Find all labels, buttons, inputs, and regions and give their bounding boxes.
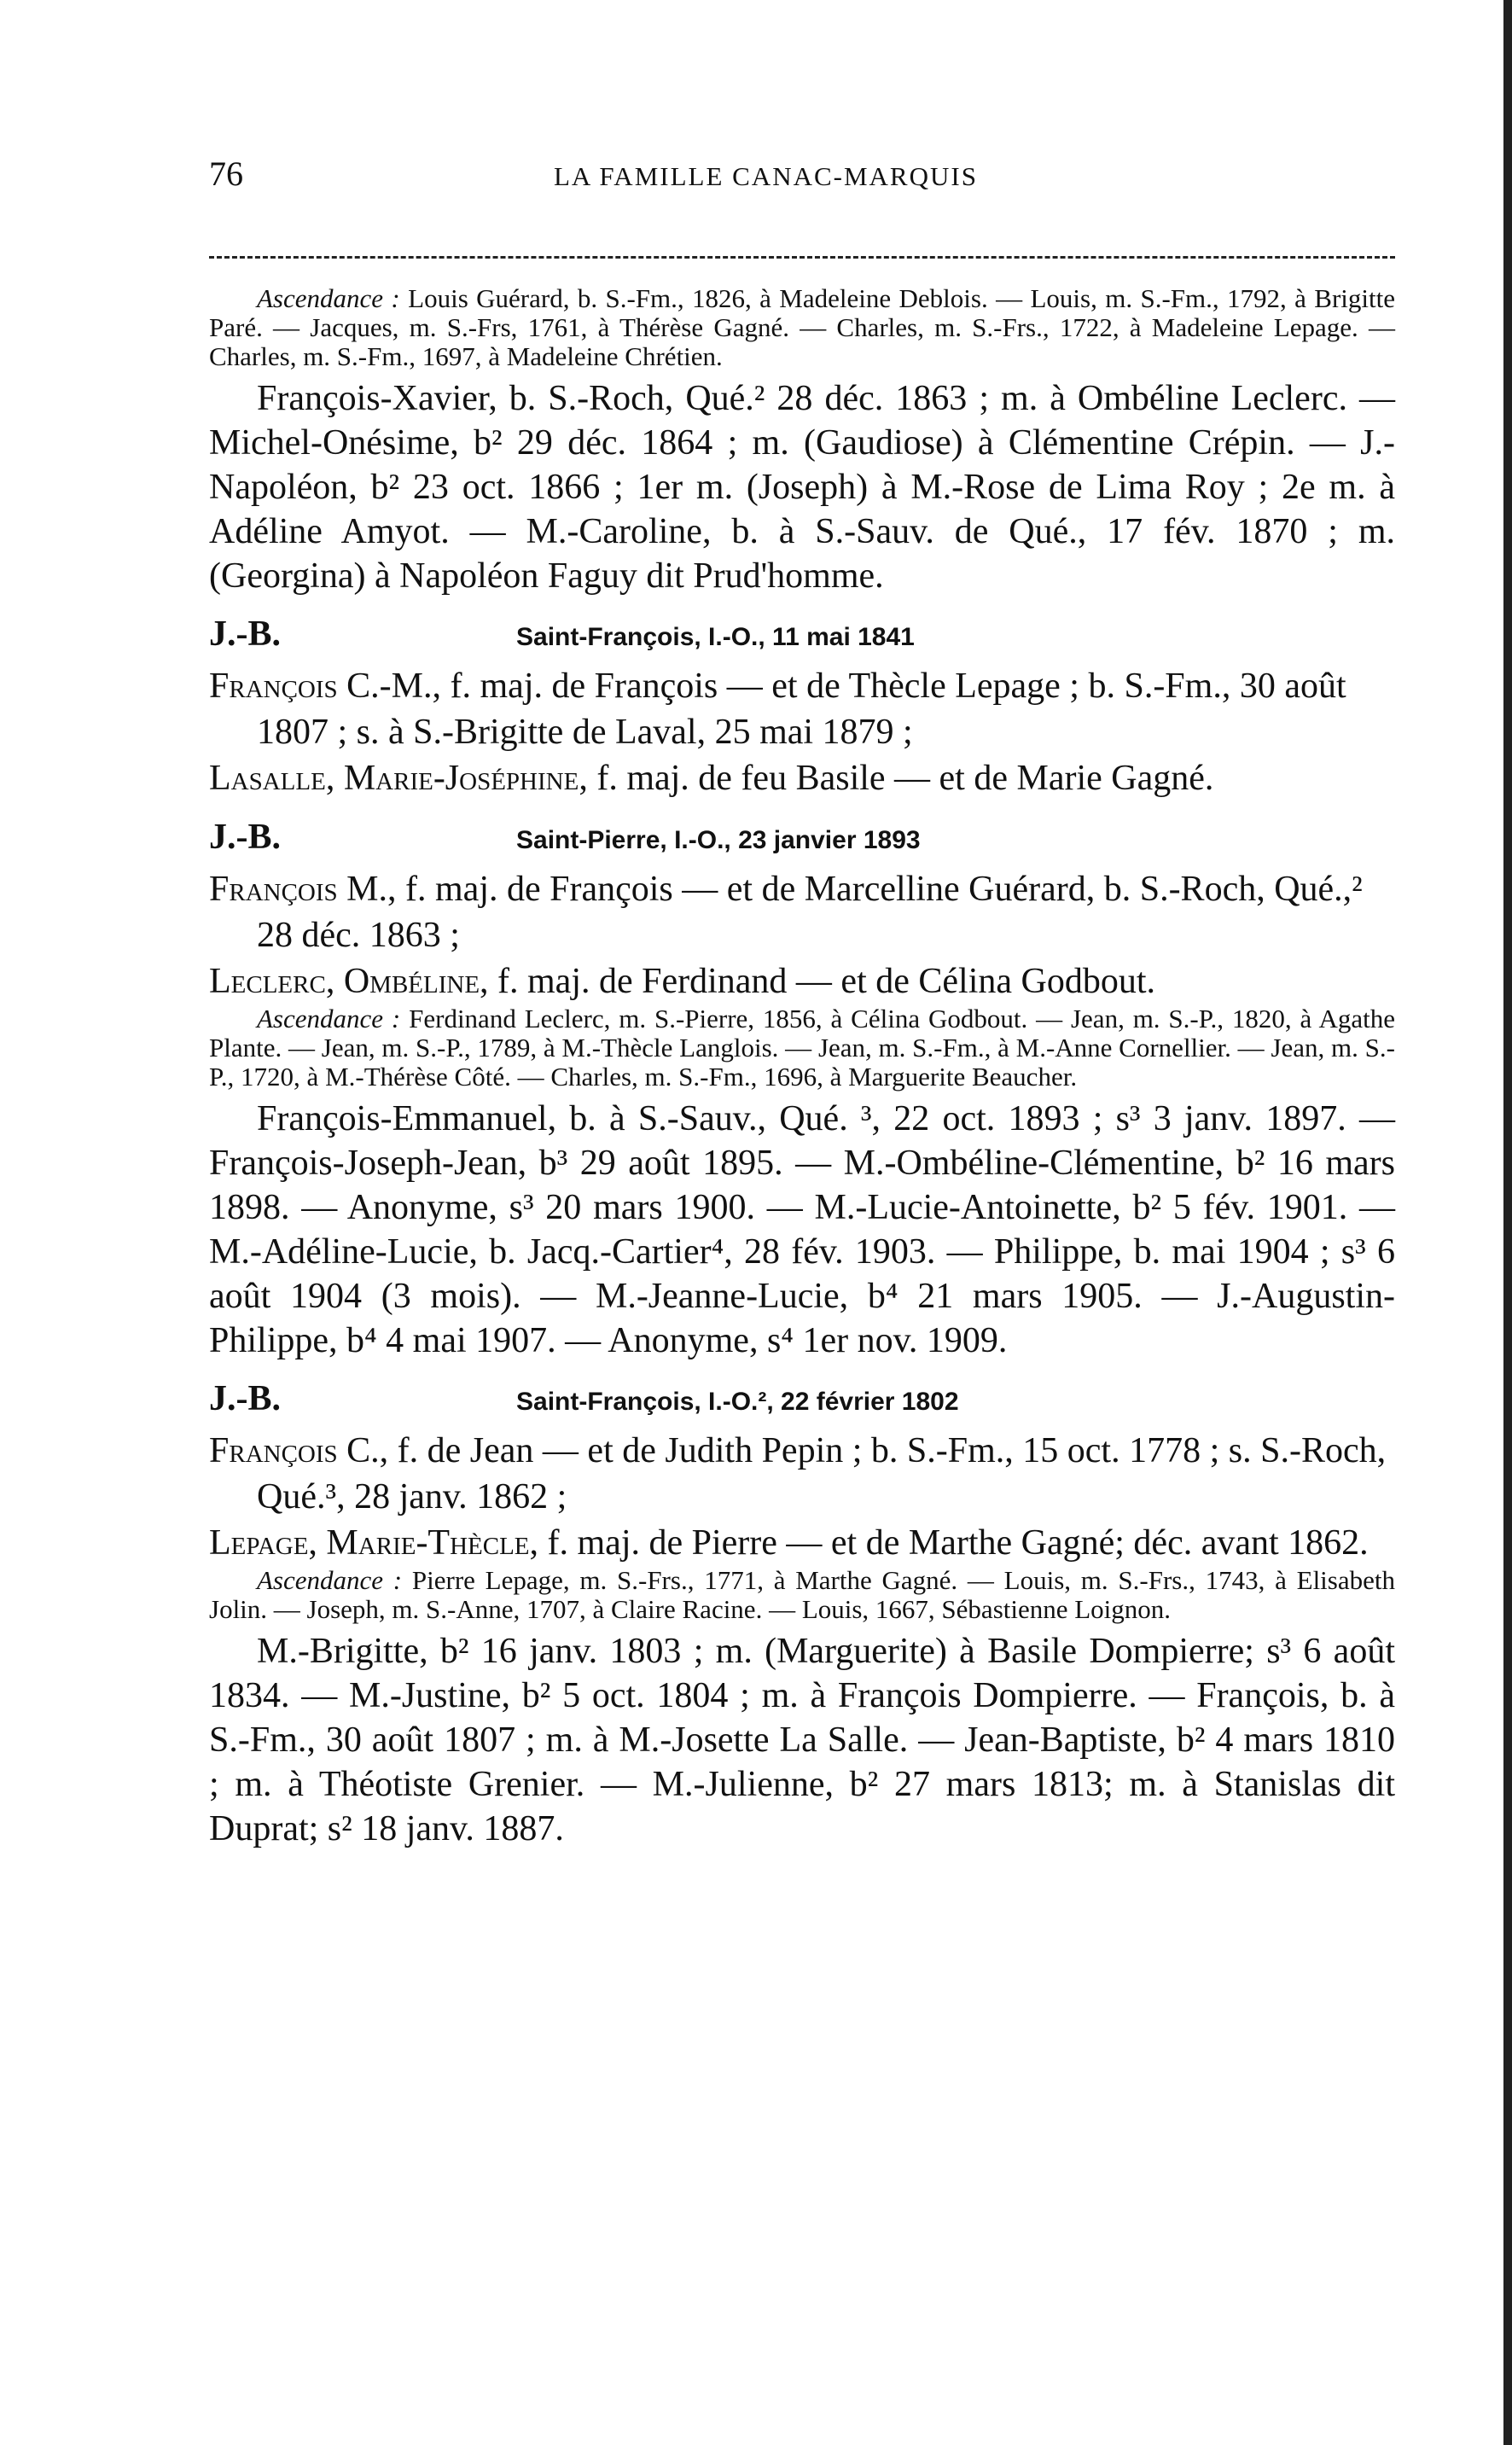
page-content <box>209 284 1395 1851</box>
page-header <box>209 154 1395 205</box>
children-paragraph: François-Xavier, b. S.-Roch, Qué.² 28 déc. 1863 ; m. à Ombéline Leclerc. — Michel-Onésime, b² 29 déc. 1864 ; m. (Gaudiose) à Clémentine Crépin. — J.-Napoléon, b² 23 oct. 1866 ; 1er m. (Joseph) à M.-Rose de Lima Roy ; 2e m. à Adéline Amyot. — M.-Caroline, b. à S.-Sauv. de Qué., 17 fév. 1870 ; m. (Georgina) à Napoléon Faguy dit Prud'homme. <box>209 379 1395 596</box>
ascendance-paragraph <box>209 1004 1395 1092</box>
marriage-heading <box>209 1378 1395 1428</box>
spouse-name: Lasalle, Marie-Joséphine, <box>209 759 588 798</box>
header-divider <box>209 256 1395 259</box>
spouse-entry <box>209 866 1395 958</box>
ascendance-label: Ascendance : <box>257 283 400 313</box>
spouse-name: François M., <box>209 870 397 909</box>
running-title: LA FAMILLE CANAC-MARQUIS <box>554 161 978 191</box>
spouse-details: f. maj. de François — et de Marcelline Guérard, b. S.-Roch, Qué.,² 28 déc. 1863 ; <box>257 870 1363 955</box>
marriage-place-date: Saint-Pierre, I.-O., 23 janvier 1893 <box>516 826 921 854</box>
spouse-name: Lepage, Marie-Thècle, <box>209 1523 539 1563</box>
scan-edge-bar <box>1503 0 1512 2445</box>
spouse-name: François C., <box>209 1431 389 1470</box>
marriage-code: J.-B. <box>209 1379 281 1418</box>
spouse-entry <box>209 663 1395 755</box>
spouse-name: François C.-M., <box>209 667 442 706</box>
spouse-details: f. maj. de Ferdinand — et de Célina Godbout. <box>497 962 1156 1001</box>
marriage-heading <box>209 817 1395 866</box>
spouse-entry <box>209 1428 1395 1520</box>
ascendance-text: Louis Guérard, b. S.-Fm., 1826, à Madeleine Deblois. — Louis, m. S.-Fm., 1792, à Brigitte Paré. — Jacques, m. S.-Frs, 1761, à Thérèse Gagné. — Charles, m. S.-Frs., 1722, à Madeleine Lepage. — Charles, m. S.-Fm., 1697, à Madeleine Chrétien. <box>209 283 1395 371</box>
ascendance-label: Ascendance : <box>257 1004 401 1033</box>
spouse-details: f. maj. de François — et de Thècle Lepage ; b. S.-Fm., 30 août 1807 ; s. à S.-Brigitte de Laval, 25 mai 1879 ; <box>257 667 1346 752</box>
spouse-details: f. maj. de Pierre — et de Marthe Gagné; déc. avant 1862. <box>547 1523 1369 1563</box>
spouse-entry <box>209 755 1395 801</box>
marriage-place-date: Saint-François, I.-O., 11 mai 1841 <box>516 623 915 651</box>
spouse-entry <box>209 958 1395 1004</box>
ascendance-text: Pierre Lepage, m. S.-Frs., 1771, à Marthe Gagné. — Louis, m. S.-Frs., 1743, à Elisabeth Jolin. — Joseph, m. S.-Anne, 1707, à Claire Racine. — Louis, 1667, Sébastienne Loignon. <box>209 1565 1395 1624</box>
book-page <box>209 154 1395 1851</box>
marriage-code: J.-B. <box>209 818 281 857</box>
children-paragraph: François-Emmanuel, b. à S.-Sauv., Qué. ³, 22 oct. 1893 ; s³ 3 janv. 1897. — François-Joseph-Jean, b³ 29 août 1895. — M.-Ombéline-Clémentine, b² 16 mars 1898. — Anonyme, s³ 20 mars 1900. — M.-Lucie-Antoinette, b² 5 fév. 1901. — M.-Adéline-Lucie, b. Jacq.-Cartier⁴, 28 fév. 1903. — Philippe, b. mai 1904 ; s³ 6 août 1904 (3 mois). — M.-Jeanne-Lucie, b⁴ 21 mars 1905. — J.-Augustin-Philippe, b⁴ 4 mai 1907. — Anonyme, s⁴ 1er nov. 1909. <box>209 1099 1395 1360</box>
spouse-details: f. maj. de feu Basile — et de Marie Gagné. <box>596 759 1214 798</box>
spouse-entry <box>209 1520 1395 1566</box>
ascendance-paragraph <box>209 1566 1395 1624</box>
page-number: 76 <box>209 154 243 193</box>
marriage-place-date: Saint-François, I.-O.², 22 février 1802 <box>516 1388 959 1416</box>
spouse-name: Leclerc, Ombéline, <box>209 962 489 1001</box>
marriage-code: J.-B. <box>209 614 281 654</box>
marriage-heading <box>209 614 1395 663</box>
spouse-details: f. de Jean — et de Judith Pepin ; b. S.-Fm., 15 oct. 1778 ; s. S.-Roch, Qué.³, 28 janv. 1862 ; <box>257 1431 1387 1516</box>
ascendance-paragraph <box>209 284 1395 371</box>
children-paragraph: M.-Brigitte, b² 16 janv. 1803 ; m. (Marguerite) à Basile Dompierre; s³ 6 août 1834. — M.-Justine, b² 5 oct. 1804 ; m. à François Dompierre. — François, b. à S.-Fm., 30 août 1807 ; m. à M.-Josette La Salle. — Jean-Baptiste, b² 4 mars 1810 ; m. à Théotiste Grenier. — M.-Julienne, b² 27 mars 1813; m. à Stanislas dit Duprat; s² 18 janv. 1887. <box>209 1632 1395 1848</box>
ascendance-label: Ascendance : <box>257 1565 403 1595</box>
ascendance-text: Ferdinand Leclerc, m. S.-Pierre, 1856, à Célina Godbout. — Jean, m. S.-P., 1820, à Agathe Plante. — Jean, m. S.-P., 1789, à M.-Thècle Langlois. — Jean, m. S.-Fm., à M.-Anne Cornellier. — Jean, m. S.-P., 1720, à M.-Thérèse Côté. — Charles, m. S.-Fm., 1696, à Marguerite Beaucher. <box>209 1004 1395 1092</box>
